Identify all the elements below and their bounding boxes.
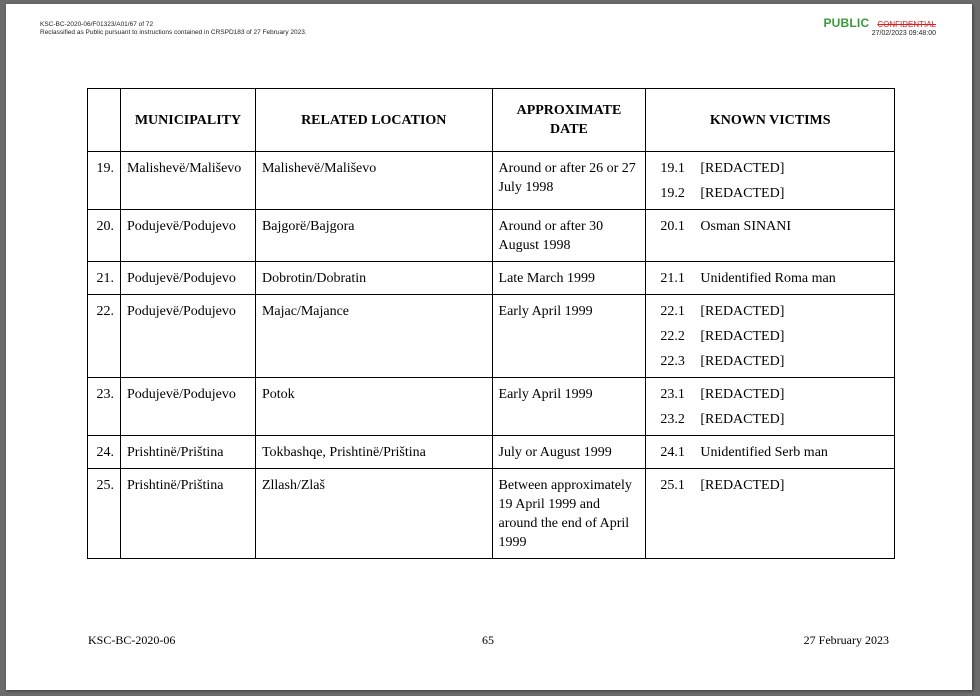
municipality-cell: Podujevë/Podujevo <box>120 210 255 262</box>
victims-table <box>87 88 895 559</box>
victim-name: [REDACTED] <box>700 304 785 319</box>
victim-entry <box>652 217 888 236</box>
victim-entry <box>652 443 888 462</box>
victims-cell <box>646 210 895 262</box>
row-number: 19. <box>88 152 121 210</box>
date-cell: Early April 1999 <box>492 295 646 378</box>
victim-entry <box>652 184 888 203</box>
victim-number: 22.3 <box>660 354 685 369</box>
municipality-cell: Malishevë/Mališevo <box>120 152 255 210</box>
table-row <box>88 210 895 262</box>
confidential-stamp-struck: CONFIDENTIAL <box>877 20 936 29</box>
victim-entry <box>652 159 888 178</box>
footer-case-number: KSC-BC-2020-06 <box>88 633 176 647</box>
date-cell: Around or after 30 August 1998 <box>492 210 646 262</box>
date-cell: Between approximately 19 April 1999 and around the end of April 1999 <box>492 469 646 559</box>
table-row <box>88 295 895 378</box>
victim-number: 23.1 <box>660 387 685 402</box>
victim-number: 21.1 <box>660 271 685 286</box>
row-number: 20. <box>88 210 121 262</box>
victim-entry <box>652 302 888 321</box>
victim-number: 20.1 <box>660 219 685 234</box>
row-number: 22. <box>88 295 121 378</box>
victim-name: Unidentified Roma man <box>700 271 836 286</box>
footer-page-number: 65 <box>482 633 494 647</box>
victim-name: [REDACTED] <box>700 186 785 201</box>
location-cell: Zllash/Zlaš <box>255 469 492 559</box>
table-row <box>88 436 895 469</box>
header-municipality: MUNICIPALITY <box>120 89 255 152</box>
victim-name: Unidentified Serb man <box>700 445 828 460</box>
date-cell: Early April 1999 <box>492 378 646 436</box>
header-number <box>88 89 121 152</box>
row-number: 21. <box>88 262 121 295</box>
location-cell: Majac/Majance <box>255 295 492 378</box>
table-row <box>88 469 895 559</box>
location-cell: Malishevë/Mališevo <box>255 152 492 210</box>
victim-entry <box>652 385 888 404</box>
location-cell: Tokbashqe, Prishtinë/Priština <box>255 436 492 469</box>
victim-entry <box>652 327 888 346</box>
victim-name: [REDACTED] <box>700 412 785 427</box>
municipality-cell: Prishtinë/Priština <box>120 436 255 469</box>
table-body <box>88 152 895 559</box>
municipality-cell: Prishtinë/Priština <box>120 469 255 559</box>
public-stamp: PUBLIC <box>823 16 870 30</box>
date-cell: Late March 1999 <box>492 262 646 295</box>
victims-cell <box>646 262 895 295</box>
victim-entry <box>652 269 888 288</box>
table-row <box>88 262 895 295</box>
victims-cell <box>646 469 895 559</box>
victim-number: 22.2 <box>660 329 685 344</box>
victims-cell <box>646 378 895 436</box>
location-cell: Dobrotin/Dobratin <box>255 262 492 295</box>
reclassification-note: Reclassified as Public pursuant to instructions contained in CRSPD183 of 27 February 2023. <box>40 29 307 36</box>
header-known-victims: KNOWN VICTIMS <box>646 89 895 152</box>
municipality-cell: Podujevë/Podujevo <box>120 378 255 436</box>
victim-number: 23.2 <box>660 412 685 427</box>
date-cell: July or August 1999 <box>492 436 646 469</box>
victim-name: [REDACTED] <box>700 329 785 344</box>
victim-name: Osman SINANI <box>700 219 791 234</box>
classification-stamp <box>823 14 936 37</box>
victims-cell <box>646 295 895 378</box>
victim-name: [REDACTED] <box>700 354 785 369</box>
table-row <box>88 152 895 210</box>
victim-number: 22.1 <box>660 304 685 319</box>
victim-entry <box>652 410 888 429</box>
victim-number: 25.1 <box>660 478 685 493</box>
victim-name: [REDACTED] <box>700 161 785 176</box>
victim-name: [REDACTED] <box>700 478 785 493</box>
location-cell: Bajgorë/Bajgora <box>255 210 492 262</box>
row-number: 23. <box>88 378 121 436</box>
header-related-location: RELATED LOCATION <box>255 89 492 152</box>
municipality-cell: Podujevë/Podujevo <box>120 295 255 378</box>
municipality-cell: Podujevë/Podujevo <box>120 262 255 295</box>
header-reference <box>40 21 307 37</box>
row-number: 25. <box>88 469 121 559</box>
victims-cell <box>646 436 895 469</box>
date-cell: Around or after 26 or 27 July 1998 <box>492 152 646 210</box>
table-header-row <box>88 89 895 152</box>
victim-number: 19.2 <box>660 186 685 201</box>
table-row <box>88 378 895 436</box>
location-cell: Potok <box>255 378 492 436</box>
row-number: 24. <box>88 436 121 469</box>
victim-entry <box>652 352 888 371</box>
victim-name: [REDACTED] <box>700 387 785 402</box>
document-page <box>6 4 972 690</box>
victim-number: 19.1 <box>660 161 685 176</box>
document-reference: KSC-BC-2020-06/F01323/A01/67 of 72 <box>40 21 154 28</box>
victims-cell <box>646 152 895 210</box>
victim-entry <box>652 476 888 495</box>
footer-date: 27 February 2023 <box>803 633 889 647</box>
victim-number: 24.1 <box>660 445 685 460</box>
header-approximate-date: APPROXIMATE DATE <box>492 89 646 152</box>
stamp-datetime: 27/02/2023 09:48:00 <box>871 30 936 37</box>
